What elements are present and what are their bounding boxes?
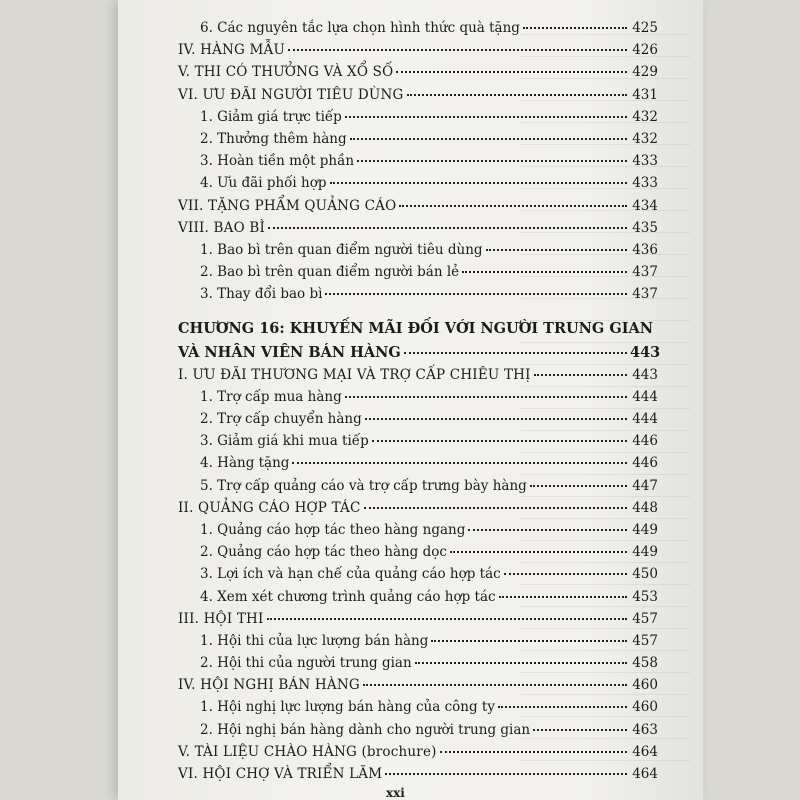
- toc-entry-page: 435: [632, 219, 658, 236]
- toc-entry: [178, 64, 658, 86]
- dot-leader: [523, 27, 627, 29]
- toc-entry-page: 457: [632, 632, 658, 649]
- toc-section-previous-chapter: [178, 20, 658, 308]
- dot-leader: [431, 640, 627, 642]
- toc-entry: [178, 655, 658, 677]
- toc-entry-title: V. THI CÓ THƯỞNG VÀ XỔ SỐ: [178, 64, 394, 81]
- toc-entry-title: 1. Trợ cấp mua hàng: [200, 388, 342, 405]
- toc-entry: [178, 566, 658, 588]
- dot-leader: [350, 138, 627, 140]
- toc-entry-title: 2. Bao bì trên quan điểm người bán lẻ: [200, 264, 460, 281]
- dot-leader: [363, 684, 627, 686]
- toc-entry: [178, 20, 658, 42]
- toc-entry-title: 1. Hội thi của lực lượng bán hàng: [200, 632, 429, 649]
- toc-entry: [178, 220, 658, 242]
- toc-entry: [178, 153, 658, 175]
- toc-entry-page: 432: [632, 108, 658, 125]
- toc-entry: [178, 198, 658, 220]
- toc-entry: [178, 109, 658, 131]
- dot-leader: [468, 529, 627, 531]
- dot-leader: [534, 374, 627, 376]
- toc-entry-page: 437: [632, 264, 658, 281]
- toc-entry-title: 2. Hội nghị bán hàng dành cho người trung gian: [200, 721, 531, 738]
- toc-entry: [178, 131, 658, 153]
- toc-entry: [178, 478, 658, 500]
- toc-entry-page: 444: [632, 411, 658, 427]
- toc-entry: [178, 455, 658, 477]
- toc-entry-page: 463: [632, 721, 658, 738]
- dot-leader: [288, 49, 627, 51]
- toc-entry-title: IV. HỘI NGHỊ BÁN HÀNG: [178, 677, 360, 694]
- dot-leader: [404, 352, 627, 354]
- toc-entry: [178, 42, 658, 64]
- dot-leader: [407, 94, 627, 96]
- toc-entry-page: 437: [632, 286, 658, 303]
- toc-entry-page: 458: [632, 655, 658, 672]
- dot-leader: [357, 160, 627, 162]
- toc-entry-page: 460: [632, 699, 658, 716]
- toc-entry-page: 447: [632, 477, 658, 494]
- dot-leader: [486, 249, 627, 251]
- toc-entry-title: 4. Ưu đãi phối hợp: [200, 175, 327, 192]
- toc-entry-page: 433: [632, 153, 658, 170]
- toc-entry: [178, 677, 658, 699]
- toc-entry-title: III. HỘI THI: [178, 610, 264, 627]
- toc-entry-title: 2. Quảng cáo hợp tác theo hàng dọc: [200, 544, 447, 561]
- toc-entry-page: 426: [632, 42, 658, 59]
- toc-section-chapter-16: [178, 367, 658, 789]
- dot-leader: [399, 205, 627, 207]
- chapter-title-line-2: VÀ NHÂN VIÊN BÁN HÀNG: [178, 344, 401, 362]
- toc-entry-title: VII. TẶNG PHẨM QUẢNG CÁO: [178, 197, 397, 214]
- toc-entry-title: 3. Hoàn tiền một phần: [200, 153, 355, 170]
- toc-entry-title: 2. Thưởng thêm hàng: [200, 130, 347, 147]
- toc-entry-title: 1. Bao bì trên quan điểm người tiêu dùng: [200, 241, 483, 258]
- toc-entry-title: 3. Giảm giá khi mua tiếp: [200, 433, 369, 450]
- page-number-footer: xxi: [386, 786, 405, 800]
- dot-leader: [415, 662, 627, 664]
- dot-leader: [498, 706, 627, 708]
- toc-entry-page: 443: [632, 366, 658, 383]
- toc-entry-page: 449: [632, 544, 658, 561]
- toc-entry: [178, 589, 658, 611]
- toc-entry: [178, 264, 658, 286]
- toc-entry: [178, 500, 658, 522]
- toc-entry-page: 446: [632, 455, 658, 472]
- toc-entry: [178, 242, 658, 264]
- dot-leader: [372, 440, 627, 442]
- toc-entry-page: 453: [632, 588, 658, 605]
- dot-leader: [345, 396, 627, 398]
- toc-entry-title: I. ƯU ĐÃI THƯƠNG MẠI VÀ TRỢ CẤP CHIÊU THỊ: [178, 366, 531, 383]
- toc-entry-title: 2. Hội thi của người trung gian: [200, 655, 412, 672]
- dot-leader: [345, 116, 627, 118]
- toc-entry-page: 446: [632, 433, 658, 450]
- dot-leader: [462, 271, 627, 273]
- toc-entry: [178, 389, 658, 411]
- toc-entry: [178, 411, 658, 433]
- dot-leader: [267, 618, 627, 620]
- dot-leader: [365, 418, 627, 420]
- dot-leader: [364, 507, 627, 509]
- toc-entry-title: 2. Trợ cấp chuyển hàng: [200, 411, 362, 427]
- dot-leader: [330, 182, 627, 184]
- dot-leader: [268, 227, 627, 229]
- dot-leader: [504, 573, 627, 575]
- toc-entry-page: 448: [632, 499, 658, 516]
- toc-entry-page: 434: [632, 197, 658, 214]
- toc-entry-page: 450: [632, 566, 658, 583]
- toc-entry: [178, 722, 658, 744]
- toc-entry-title: 5. Trợ cấp quảng cáo và trợ cấp trưng bày hàng: [200, 477, 527, 494]
- toc-entry-title: 3. Thay đổi bao bì: [200, 286, 323, 303]
- toc-entry: [178, 744, 658, 766]
- toc-entry-title: 4. Xem xét chương trình quảng cáo hợp tác: [200, 588, 496, 605]
- toc-entry: [178, 699, 658, 721]
- toc-entry-title: 1. Giảm giá trực tiếp: [200, 108, 342, 125]
- toc-entry-title: 1. Quảng cáo hợp tác theo hàng ngang: [200, 521, 466, 538]
- chapter-page-number: 443: [630, 344, 661, 362]
- toc-entry-title: VI. ƯU ĐÃI NGƯỜI TIÊU DÙNG: [178, 86, 404, 103]
- toc-entry-title: VI. HỘI CHỢ VÀ TRIỂN LÃM: [178, 766, 383, 782]
- dot-leader: [450, 551, 627, 553]
- toc-entry-page: 464: [632, 743, 658, 760]
- toc-entry: [178, 286, 658, 308]
- toc-entry-title: IV. HÀNG MẪU: [178, 42, 286, 59]
- dot-leader: [385, 773, 627, 775]
- dot-leader: [396, 71, 627, 73]
- chapter-heading-line-1: [178, 320, 658, 344]
- dot-leader: [325, 293, 627, 295]
- toc-entry: [178, 367, 658, 389]
- dot-leader: [533, 729, 627, 731]
- toc-entry-page: 464: [632, 766, 658, 782]
- toc-entry: [178, 544, 658, 566]
- toc-entry: [178, 522, 658, 544]
- toc-entry-title: V. TÀI LIỆU CHÀO HÀNG (brochure): [178, 743, 437, 760]
- chapter-title-line-1: CHƯƠNG 16: KHUYẾN MÃI ĐỐI VỚI NGƯỜI TRUNG GIAN: [178, 320, 653, 338]
- dot-leader: [499, 596, 627, 598]
- toc-entry-page: 432: [632, 130, 658, 147]
- toc-entry: [178, 633, 658, 655]
- toc-entry: [178, 87, 658, 109]
- dot-leader: [440, 751, 627, 753]
- toc-entry-page: 433: [632, 175, 658, 192]
- toc-entry-page: 449: [632, 521, 658, 538]
- chapter-heading-line-2: [178, 344, 661, 366]
- toc-entry-page: 429: [632, 64, 658, 81]
- toc-entry-page: 460: [632, 677, 658, 694]
- toc-entry-page: 436: [632, 241, 658, 258]
- dot-leader: [292, 462, 627, 464]
- toc-entry-title: 1. Hội nghị lực lượng bán hàng của công ty: [200, 699, 495, 716]
- toc-entry: [178, 175, 658, 197]
- toc-entry-page: 444: [632, 388, 658, 405]
- toc-entry-title: VIII. BAO BÌ: [178, 219, 266, 236]
- toc-entry-title: II. QUẢNG CÁO HỢP TÁC: [178, 499, 361, 516]
- toc-entry-page: 431: [632, 86, 658, 103]
- dot-leader: [530, 485, 627, 487]
- toc-entry: [178, 766, 658, 788]
- table-of-contents: [178, 20, 661, 788]
- toc-entry-title: 6. Các nguyên tắc lựa chọn hình thức quà tặng: [200, 20, 520, 36]
- toc-entry-page: 425: [632, 20, 658, 36]
- toc-entry-title: 4. Hàng tặng: [200, 455, 290, 472]
- toc-entry-page: 457: [632, 610, 658, 627]
- toc-entry-title: 3. Lợi ích và hạn chế của quảng cáo hợp tác: [200, 566, 501, 583]
- toc-entry: [178, 611, 658, 633]
- toc-entry: [178, 433, 658, 455]
